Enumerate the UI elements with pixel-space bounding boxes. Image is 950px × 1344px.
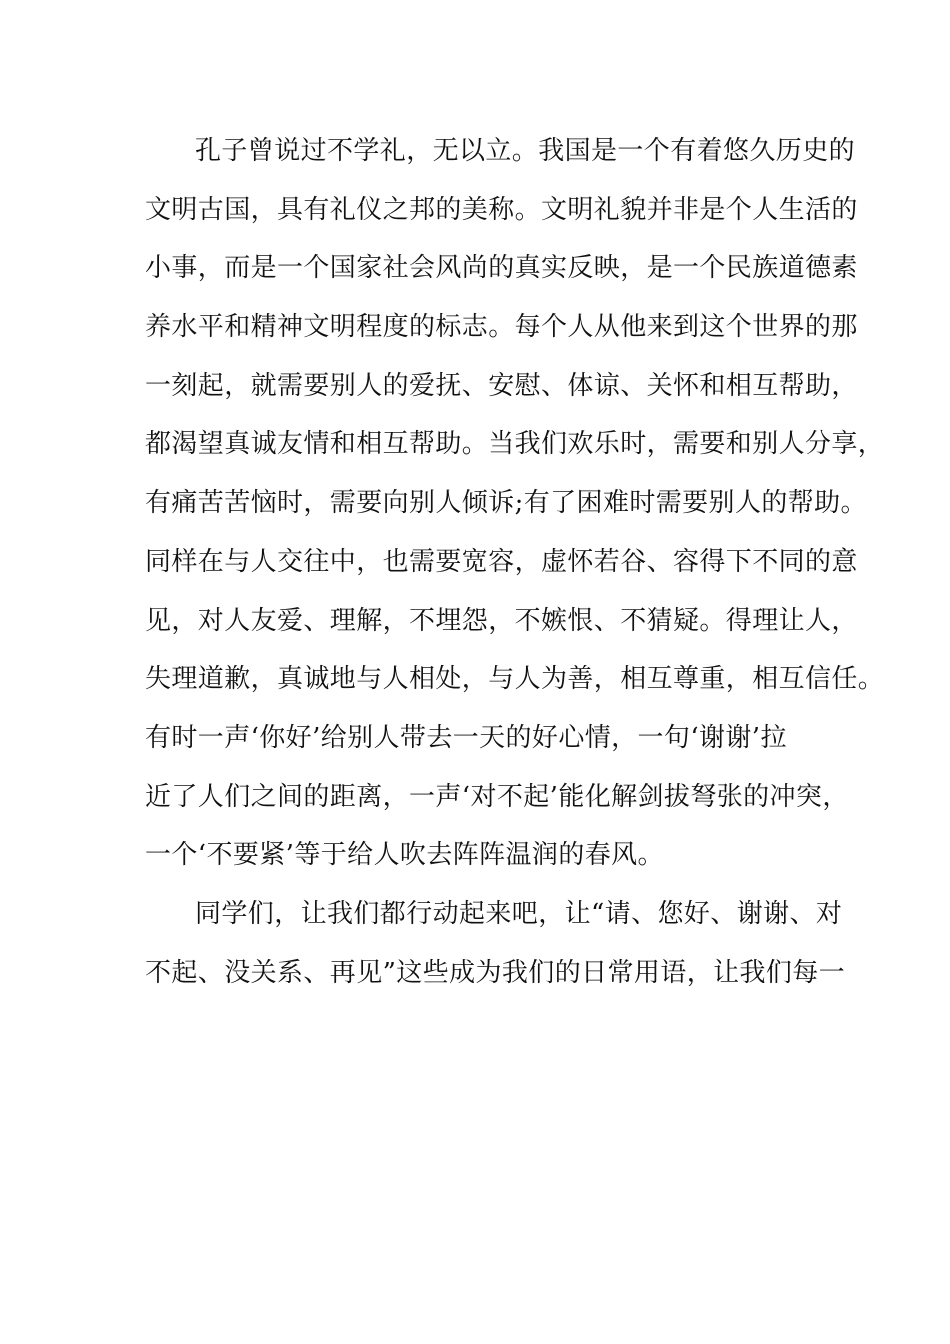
text-line: 小事，而是一个国家社会风尚的真实反映，是一个民族道德素	[145, 253, 858, 284]
text-line: 同样在与人交往中，也需要宽容，虚怀若谷、容得下不同的意	[145, 546, 858, 577]
text-line: 失理道歉，真诚地与人相处，与人为善，相互尊重，相互信任。	[145, 664, 885, 695]
text-line: 文明古国，具有礼仪之邦的美称。文明礼貌并非是个人生活的	[145, 194, 858, 225]
text-line: 同学们，让我们都行动起来吧，让“请、您好、谢谢、对	[195, 898, 843, 929]
text-line: 不起、没关系、再见”这些成为我们的日常用语，让我们每一	[145, 957, 846, 988]
text-line: 近了人们之间的距离，一声‘对不起’能化解剑拔弩张的冲突，	[145, 781, 849, 812]
text-line: 一个‘不要紧’等于给人吹去阵阵温润的春风。	[145, 840, 664, 871]
text-line: 见，对人友爱、理解，不埋怨，不嫉恨、不猜疑。得理让人，	[145, 605, 858, 636]
text-line: 都渴望真诚友情和相互帮助。当我们欢乐时，需要和别人分享，	[145, 429, 885, 460]
text-line: 有痛苦苦恼时，需要向别人倾诉;有了困难时需要别人的帮助。	[145, 488, 867, 519]
text-line: 养水平和精神文明程度的标志。每个人从他来到这个世界的那	[145, 312, 858, 343]
text-line: 一刻起，就需要别人的爱抚、安慰、体谅、关怀和相互帮助，	[145, 370, 858, 401]
body-text	[145, 131, 885, 1011]
text-line: 有时一声‘你好’给别人带去一天的好心情，一句‘谢谢’拉	[145, 722, 787, 753]
text-line: 孔子曾说过不学礼，无以立。我国是一个有着悠久历史的	[195, 136, 856, 166]
